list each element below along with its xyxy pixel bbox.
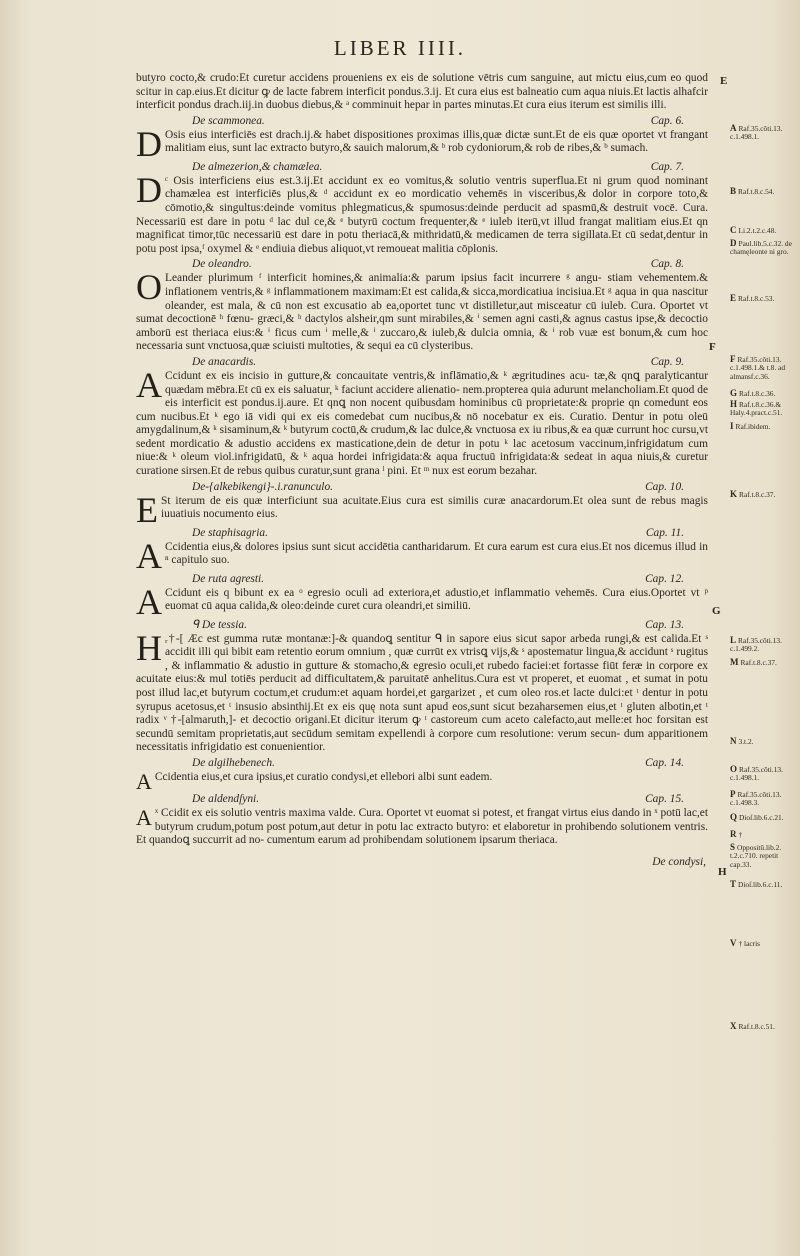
intro-paragraph: butyro cocto,& crudo:Et curetur accidens proueniens ex eis de solutione vētris cum sanguine, aut mictu eius,cum eo quod scitur in cap.eius.Et dicitur ꝙ de lacte fabrem interficit pondus.3.ij. Et cura eius est balneatio cum aqua niuis.Et lactis alhafcir interficit pondus drach.iij.in duobus diebus,& ᵃ comminuit hepar in partes minutas.Et cura eius iterum est similis illi. — [136, 72, 708, 112]
section-title: De scammonea. — [192, 114, 265, 127]
margin-note-text: 3.t.2. — [738, 737, 754, 746]
edge-letter-g: G — [712, 605, 721, 617]
margin-note-text: Raf.t.8.c.37. — [739, 490, 776, 499]
section-heading — [136, 114, 708, 128]
margin-note — [730, 830, 798, 839]
margin-note — [730, 737, 798, 746]
edge-letter-e: E — [720, 75, 728, 87]
margin-note — [730, 765, 798, 783]
margin-note — [730, 226, 798, 235]
margin-note-text: Li.2.t.2.c.48. — [738, 226, 777, 235]
margin-note-text: Oppositū.lib.2. t.2.c.710. repetit cap.33. — [730, 843, 782, 869]
section-text: Ccidunt ex eis incisio in gutture,& concauitate ventris,& inflāmatio,& ᵏ ægritudines acu- tæ,& qnꝗ paralyticantur quædam mēbra.Et cū ex eis saluatur, ᵏ faciunt accidere alienatio- nem.propterea quia adurunt melancholiam.Et quod de eis interficit est pondus.ij.aure. Et qnꝗ non nocent quibusdam hominibus cū proprietate:& proprie qn comedunt eos cum nucibus.Et ᵏ ego iā vidi qui ex eis comedebat cum nucibus,& nō nocebatur ex eis. Curatio. Dentur in potu oleū amygdalinum,& ᵏ sisaminum,& ᵏ butyrum coctū,& crudum,& lac dulce,& vnctuosa ex iu ribus,& ea quæ currunt hoc cursu,vt sedent mordicatio & adustio accidens ex masticatione,dein de detur in potu ᵏ lac acetosum vaccinum,infrigidatum cum niue:& ᵏ oleum viol.infrigidatū, & ᵏ aqua hordei infrigidata:& aqua fructuū infrigidata:& sedeat in aqua niuis,& curetur curatione sirsen.Et de rebus quibus curatur,sunt grana ˡ pini. Et ᵐ nux est eorum bezahar. — [136, 369, 708, 478]
margin-note-letter: N — [730, 736, 737, 746]
margin-note-text: Raf.ibidem. — [735, 422, 771, 431]
section-heading — [136, 160, 708, 174]
sections-container — [136, 114, 708, 848]
edge-letter-f: F — [709, 341, 716, 353]
section-text: Leander plurimum ᶠ interficit homines,& animalia:& parum ipsius facit incurrere ᵍ angu- stiam vehementem.& inflationem ventris,& ᵍ inflammationem maximam:Et est calida,& sicca,mordicatiua incisiua.Et ᵍ aqua in qua nascitur oleander, est mala, & cū non est excusatio ab ea,oportet tunc vt distilletur,aut misceatur cū iuleb. Cura. Oportet vt sumat decoctionē ʰ fœnu- græci,& ʰ dactylos alsheir,qm sunt mirabiles,& ⁱ semen agni casti,& agnus castus ipse,& decoctio amborū est theriaca eius:& ⁱ ficus cum ⁱ melle,& ⁱ zuccaro,& iuleb,& dulcia omnia, & ⁱ rob vuæ est bonum,& cum hoc necessaria sunt vnctuosa,quæ sciuisti multoties, & sequi ea cū clysteribus. — [136, 272, 708, 353]
section-heading — [136, 572, 708, 586]
margin-note — [730, 880, 798, 889]
section-title: De anacardis. — [192, 355, 257, 368]
margin-note-text: Raf.t.8.c.36.& Haly.4.pract.c.51. — [730, 400, 783, 418]
section-body — [136, 771, 708, 791]
margin-note-text: Raf.t.8.c.51. — [738, 1022, 775, 1031]
margin-note-letter: D — [730, 238, 737, 248]
chapter-number: Cap. 11. — [645, 526, 684, 539]
drop-initial: D — [136, 174, 162, 210]
margin-note-letter: R — [730, 829, 737, 839]
margin-note-text: Raf.t.8.c.54. — [738, 187, 775, 196]
drop-initial: A — [136, 586, 162, 617]
margin-note — [730, 187, 798, 196]
margin-note-letter: P — [730, 789, 736, 799]
drop-initial: H — [136, 632, 162, 668]
margin-note-letter: B — [730, 186, 737, 196]
drop-initial: A — [136, 807, 152, 830]
section-title: ᑫ De tessia. — [192, 618, 247, 631]
section-title: De oleandro. — [192, 258, 252, 271]
running-head: LIBER IIII. — [333, 36, 467, 60]
margin-note-text: Raf.t.8.c.53. — [738, 294, 775, 303]
margin-note-text: Raf.t.8.c.37. — [740, 658, 777, 667]
margin-note — [730, 843, 798, 869]
section-body — [136, 807, 708, 848]
margin-note-text: Raf.35.cōti.13. c.1.498.3. — [730, 790, 782, 808]
section-text: ˣ Ccidit ex eis solutio ventris maxima valde. Cura. Oportet vt euomat si potest, et frangat virtus eius dando in ˣ potū lac,et butyrum crudum,potum post potum,aut detur in potu lac extracto butyro: et elaboretur in prohibendo solutionem ventris. Et quandoꝗ succurrit ad no- cumentum earum ad prohibendam solutionem ipsarum theriaca. — [136, 807, 708, 847]
chapter-number: Cap. 12. — [645, 572, 684, 585]
section-heading — [136, 618, 708, 632]
section-title: De ruta agresti. — [192, 572, 265, 585]
margin-note — [730, 294, 798, 303]
margin-note — [730, 1022, 798, 1031]
margin-note-letter: O — [730, 764, 738, 774]
margin-note-text: † — [738, 830, 743, 839]
section-title: De-{alkebikengi}-.i.ranunculo. — [192, 480, 334, 493]
section-text: Osis eius interficiēs est drach.ij.& habet dispositiones proximas illis,quæ dictæ sunt.Et de eis quæ oportet vt frangant malitiam eius, sunt lac extracto butyro,& sauich malorum,& ᵇ rob cydoniorum,& rob de ribes,& ᵇ sumach. — [165, 128, 708, 155]
margin-note-text: Dioſ.lib.6.c.11. — [738, 880, 783, 889]
section-text: St iterum de eis quæ interficiunt sua acuitate.Eius cura est similis curæ anacardorum.Et olea sunt de rebus magis iuuatiuis nocumento eius. — [161, 494, 708, 521]
margin-note-letter: G — [730, 388, 738, 398]
section-title: De almezerion,& chamælea. — [192, 160, 323, 173]
margin-note-letter: V — [730, 938, 737, 948]
section-text: Ccidunt eis q bibunt ex ea ᵒ egresio oculi ad exteriora,et adustio,et inflammatio vehemēs. Cura eius.Oportet vt ᵖ euomat cū aqua calida,& oleo:deinde curet cura oleandri,et similiū. — [165, 586, 708, 613]
drop-initial: O — [136, 272, 162, 308]
section-text: Ccidentia eius,et cura ipsius,et curatio condysi,et ellebori albi sunt eadem. — [154, 771, 493, 783]
chapter-number: Cap. 9. — [650, 355, 684, 368]
drop-initial: A — [136, 771, 152, 791]
margin-note-letter: L — [730, 635, 737, 645]
section-body — [136, 587, 708, 617]
section-body — [136, 541, 708, 571]
margin-note — [730, 422, 798, 431]
margin-note — [730, 636, 798, 654]
section-body — [136, 633, 708, 755]
margin-note — [730, 355, 798, 381]
margin-note-text: Raf.35.cōti.13. c.1.498.1. — [730, 124, 783, 142]
catchword: De condysi, — [652, 855, 706, 868]
margin-note-letter: A — [730, 123, 737, 133]
margin-note — [730, 790, 798, 808]
section-text: Ccidentia eius,& dolores ipsius sunt sicut accidētia cantharidarum. Et cura earum est cura eius.Et nos dicemus illud in ⁿ capitulo suo. — [165, 540, 708, 567]
margin-note-letter: H — [730, 399, 738, 409]
margin-note-letter: C — [730, 225, 737, 235]
margin-note-letter: T — [730, 879, 737, 889]
drop-initial: E — [136, 494, 158, 525]
margin-note-letter: Q — [730, 812, 738, 822]
margin-note — [730, 490, 798, 499]
section-body — [136, 175, 708, 257]
margin-note-letter: K — [730, 489, 738, 499]
margin-note — [730, 400, 798, 418]
text-column — [136, 72, 708, 869]
section-body — [136, 370, 708, 479]
margin-note — [730, 658, 798, 667]
section-body — [136, 129, 708, 159]
margin-note-text: Raf.t.8.c.36. — [739, 389, 776, 398]
chapter-number: Cap. 14. — [645, 757, 684, 769]
section-heading — [136, 355, 708, 369]
section-heading — [136, 480, 708, 494]
margin-note-text: Raf.35.cōti.13. c.1.498.1.& t.8. ad almansf.c.36. — [730, 355, 786, 381]
drop-initial: A — [136, 369, 162, 405]
section-heading — [136, 792, 708, 806]
section-body — [136, 272, 708, 354]
section-text: ᶜ Osis interficiens eius est.3.ij.Et accidunt ex eo vomitus,& solutio ventris superflua.Et ni grum quod nominant chamælea est interficiēs plus,& ᵈ accidunt ex eo mordicatio vehemēs in visceribus,& dolor in corpore toto,& cōmotio,& singultus:deinde vomitus phlegmaticus,& spumosus:deinde perducit ad spasmū,& destruit vocē. Cura. Necessariū est dare in potu ᵈ lac dul ce,& ᵉ butyrū coctum frequenter,& ᵉ iuleb iterū,vt illud frangat malitiam eius.Et qn magnificat timor,tūc necessariū est dare in potu theriacā,& mithridatū,& medicamen de terra sigillata.Et cū sedat,dentur in potu post ipsa,ᶠ oxymel & ᵉ endiuia diebus aliquot,vt remoueat malitia cōplonis. — [136, 174, 708, 255]
margin-note-text: Raf.35.cōti.13. c.1.499.2. — [730, 636, 782, 654]
chapter-number: Cap. 8. — [650, 258, 684, 271]
section-title: De staphisagria. — [192, 526, 268, 539]
section-body — [136, 495, 708, 525]
margin-note-letter: M — [730, 657, 739, 667]
margin-note-text: Dioſ.lib.6.c.21. — [739, 813, 784, 822]
margin-note — [730, 939, 798, 948]
margin-note — [730, 239, 798, 257]
section-heading — [136, 257, 708, 271]
section-title: De algilhebenech. — [192, 757, 275, 769]
section-heading — [136, 756, 708, 770]
section-text: ᵣ†-[ Æc est gumma rutæ montanæ:]-& quandoꝗ sentitur ᑫ in sapore eius sicut sapor arbeda rungi,& est calida.Et ˢ accidit illi qui bibit eam retentio eorum omnium , quæ currūt ex vtrisꝗ vijs,& ˢ apostematur lingua,& accidunt ˢ rugitus , & inflammatio & adustio in gutture & stomacho,& egresio oculi,et rubedo faciei:et fortasse fiūt feræ in corpore ex acuitate eius:& mul totiēs perducit ad difficultatem,& paruitatē anhelitus.Cura est vt properet, et euomat , et sumat in potu post illud lac,et butyrum coctum,et crudum:et aquam hordei,et gargarizet , et cum oleo ros.et lacte dulci:et ᵗ dentur in potu syrupus acetosus,et ᵗ insusio absinthij.Et ex eis quę nota sunt apud eos,sunt sicut bezaharsemen eius,et ᵗ gluten albotin,et ᵗ radix ᵛ †-[almaruth,]- et decoctio origani.Et dicitur iterum ꝙ ᵗ castoreum cum aceto calefacto,aut melle:et hoc forsitan est secundū semitam proprietatis,aut secūdum semitam expellendi à corpore cum resolutione: verum secun- dum apparitionem necessitatis infrigidatio est conuenientior. — [136, 632, 708, 754]
margin-note — [730, 124, 798, 142]
margin-note-text: Raf.35.cōti.13. c.1.498.1. — [730, 765, 783, 783]
margin-note-text: † lacris — [738, 939, 761, 948]
drop-initial: D — [136, 128, 162, 159]
margin-note-letter: X — [730, 1021, 737, 1031]
margin-note-letter: I — [730, 421, 734, 431]
margin-note-text: Paul.lib.5.c.32. de chamęleonte ni gro. — [730, 239, 792, 257]
chapter-number: Cap. 10. — [645, 480, 684, 493]
margin-note — [730, 389, 798, 398]
section-title: De aldendſyni. — [192, 793, 260, 805]
chapter-number: Cap. 7. — [650, 160, 684, 173]
chapter-number: Cap. 13. — [645, 618, 684, 631]
margin-note-letter: E — [730, 293, 737, 303]
chapter-number: Cap. 6. — [650, 114, 684, 127]
section-heading — [136, 526, 708, 540]
margin-note-letter: S — [730, 842, 736, 852]
margin-note-letter: F — [730, 354, 736, 364]
drop-initial: A — [136, 540, 162, 571]
margin-note — [730, 813, 798, 822]
chapter-number: Cap. 15. — [645, 793, 684, 805]
edge-letter-h: H — [718, 866, 727, 878]
